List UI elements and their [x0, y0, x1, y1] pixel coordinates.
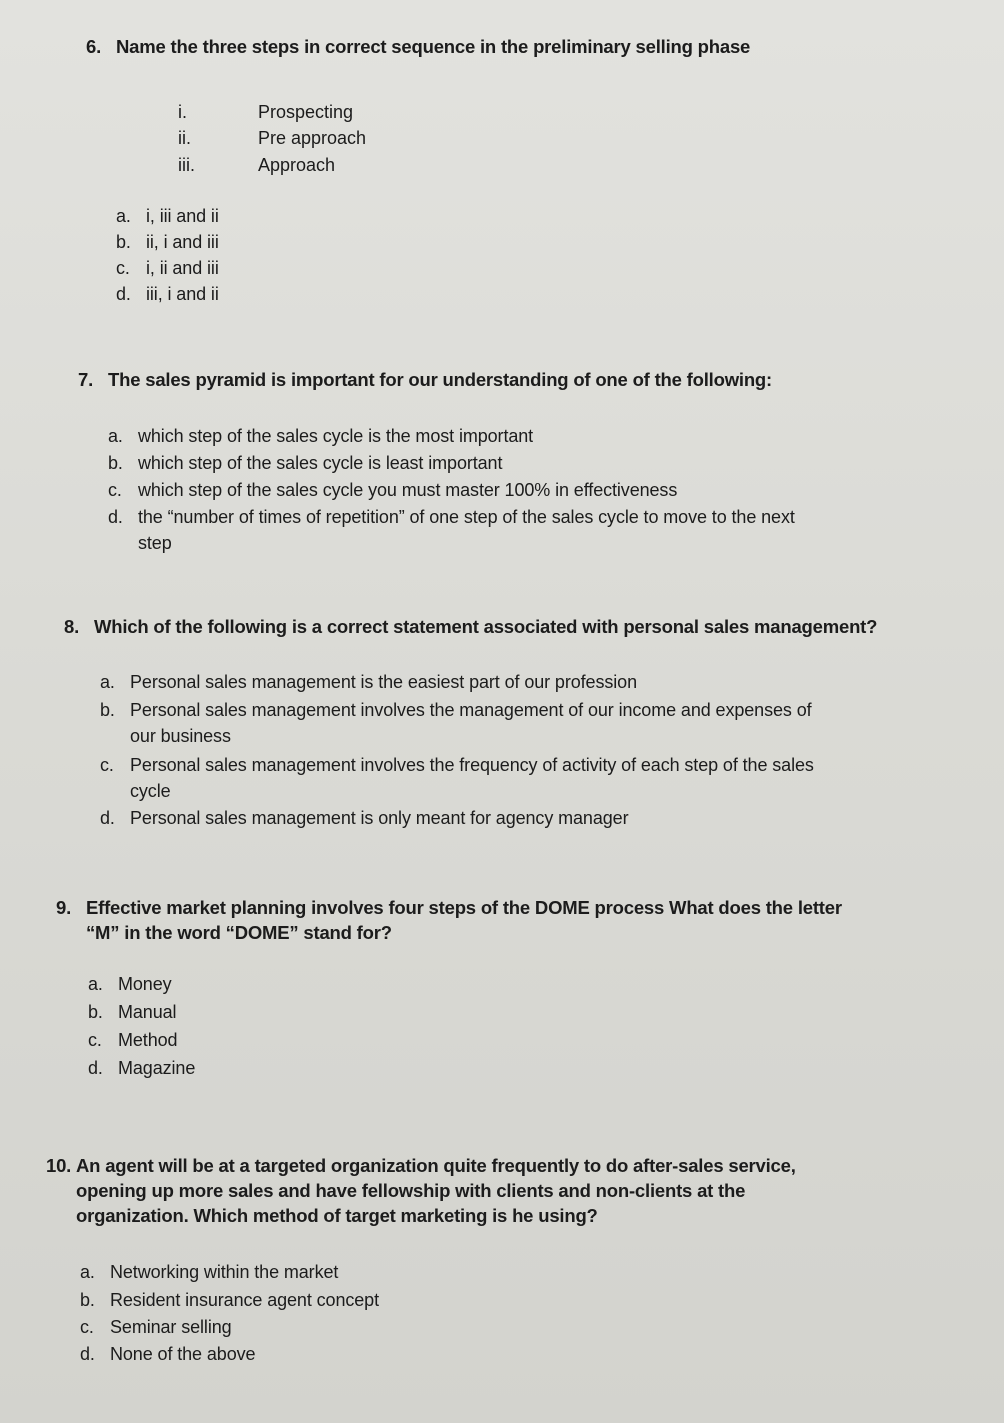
q7-option-d[interactable] — [108, 504, 795, 556]
option-label: b. — [80, 1290, 95, 1310]
q7-option-b[interactable] — [108, 450, 502, 476]
q9-option-a[interactable] — [88, 971, 172, 997]
option-label: d. — [116, 284, 131, 304]
item-text: Prospecting — [258, 102, 354, 122]
q6-option-c[interactable] — [116, 255, 219, 281]
option-label: a. — [100, 672, 115, 692]
question-8 — [64, 614, 877, 639]
q6-option-b[interactable] — [116, 229, 219, 255]
option-text: i, iii and ii — [146, 206, 219, 226]
q7-option-a[interactable] — [108, 423, 533, 449]
q10-option-a[interactable] — [80, 1259, 338, 1285]
option-text: Personal sales management is the easiest part of our profession — [130, 672, 637, 692]
option-label: c. — [88, 1030, 102, 1050]
q6-item-iii — [178, 152, 335, 178]
option-text: None of the above — [110, 1344, 256, 1364]
option-label: b. — [88, 1002, 103, 1022]
option-text-line2: step — [138, 533, 172, 553]
option-label: d. — [100, 808, 115, 828]
item-label: i. — [178, 102, 187, 122]
q10-option-c[interactable] — [80, 1314, 232, 1340]
question-text-line1: An agent will be at a targeted organization quite frequently to do after-sales service, — [76, 1155, 796, 1176]
item-text: Pre approach — [258, 128, 367, 148]
q8-option-b[interactable] — [100, 697, 812, 749]
option-text: i, ii and iii — [146, 258, 219, 278]
q7-option-c[interactable] — [108, 477, 677, 503]
option-label: b. — [108, 453, 123, 473]
question-text: Which of the following is a correct statement associated with personal sales management? — [94, 616, 878, 637]
q9-option-d[interactable] — [88, 1055, 195, 1081]
option-text-line1: Personal sales management involves the management of our income and expenses of — [130, 700, 812, 720]
question-number: 6. — [86, 36, 102, 57]
q6-option-d[interactable] — [116, 281, 219, 307]
option-text-line2: cycle — [130, 781, 171, 801]
item-text: Approach — [258, 155, 336, 175]
option-label: c. — [100, 755, 114, 775]
question-10 — [46, 1153, 796, 1228]
question-text: Name the three steps in correct sequence in the preliminary selling phase — [116, 36, 751, 57]
item-label: iii. — [178, 155, 195, 175]
option-label: d. — [88, 1058, 103, 1078]
q6-item-ii — [178, 125, 366, 151]
question-number: 9. — [56, 897, 72, 918]
question-number: 7. — [78, 369, 94, 390]
question-text-line1: Effective market planning involves four steps of the DOME process What does the letter — [86, 897, 842, 918]
question-text-line2: opening up more sales and have fellowship with clients and non-clients at the — [76, 1180, 746, 1201]
question-text-line3: organization. Which method of target marketing is he using? — [76, 1205, 598, 1226]
option-label: b. — [100, 700, 115, 720]
question-number: 10. — [46, 1155, 72, 1176]
option-text: which step of the sales cycle is least important — [138, 453, 503, 473]
q8-option-a[interactable] — [100, 669, 637, 695]
option-label: b. — [116, 232, 131, 252]
question-number: 8. — [64, 616, 80, 637]
question-text-line2: “M” in the word “DOME” stand for? — [86, 922, 392, 943]
option-label: a. — [116, 206, 131, 226]
option-text: ii, i and iii — [146, 232, 219, 252]
option-label: c. — [116, 258, 130, 278]
option-label: d. — [108, 507, 123, 527]
q6-option-a[interactable] — [116, 203, 219, 229]
q10-option-d[interactable] — [80, 1341, 255, 1367]
option-text: Networking within the market — [110, 1262, 339, 1282]
question-6 — [86, 34, 750, 59]
option-label: a. — [80, 1262, 95, 1282]
option-text: which step of the sales cycle is the most important — [138, 426, 534, 446]
option-label: a. — [108, 426, 123, 446]
question-7 — [78, 367, 772, 392]
option-text: Resident insurance agent concept — [110, 1290, 379, 1310]
option-text: Method — [118, 1030, 178, 1050]
option-label: a. — [88, 974, 103, 994]
option-text-line1: the “number of times of repetition” of one step of the sales cycle to move to the next — [138, 507, 795, 527]
option-text-line2: our business — [130, 726, 231, 746]
q8-option-d[interactable] — [100, 805, 628, 831]
option-text: Personal sales management is only meant for agency manager — [130, 808, 629, 828]
option-label: c. — [108, 480, 122, 500]
option-text: Seminar selling — [110, 1317, 232, 1337]
option-text-line1: Personal sales management involves the frequency of activity of each step of the sales — [130, 755, 814, 775]
option-text: Magazine — [118, 1058, 196, 1078]
question-9 — [56, 895, 842, 945]
option-text: Money — [118, 974, 172, 994]
q6-item-i — [178, 99, 353, 125]
q8-option-c[interactable] — [100, 752, 814, 804]
option-text: which step of the sales cycle you must master 100% in effectiveness — [138, 480, 678, 500]
question-text: The sales pyramid is important for our understanding of one of the following: — [108, 369, 772, 390]
q9-option-b[interactable] — [88, 999, 176, 1025]
q9-option-c[interactable] — [88, 1027, 177, 1053]
option-label: d. — [80, 1344, 95, 1364]
option-text: iii, i and ii — [146, 284, 219, 304]
option-text: Manual — [118, 1002, 177, 1022]
q10-option-b[interactable] — [80, 1287, 379, 1313]
option-label: c. — [80, 1317, 94, 1337]
item-label: ii. — [178, 128, 191, 148]
